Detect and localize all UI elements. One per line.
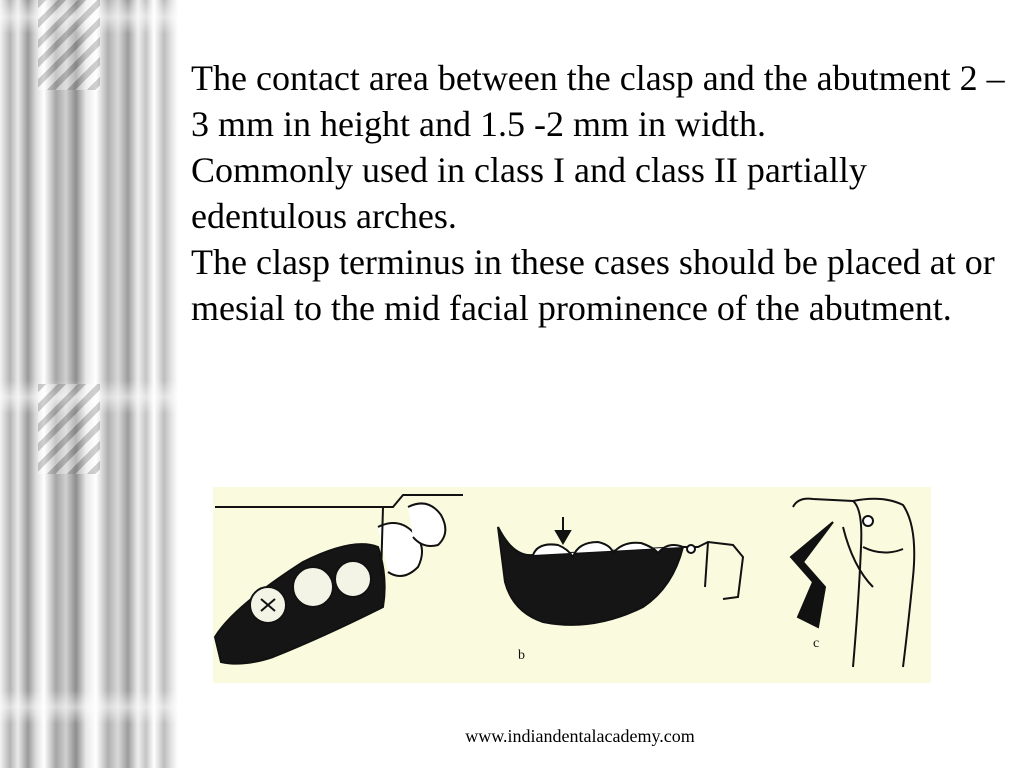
- illustration-svg: [213, 487, 931, 683]
- paragraph-contact-area: The contact area between the clasp and the abutment 2 – 3 mm in height and 1.5 -2 mm in width.: [191, 58, 1005, 144]
- stripe-highlight: [0, 690, 178, 724]
- panel-b-label: b: [518, 648, 525, 663]
- stripe-notch: [38, 0, 100, 90]
- decorative-stripe-border: [0, 0, 178, 768]
- paragraph-clasp-terminus: The clasp terminus in these cases should be placed at or mesial to the mid facial prominence of the abutment.: [191, 242, 995, 328]
- paragraph-class-usage: Commonly used in class I and class II partially edentulous arches.: [191, 150, 867, 236]
- panel-c-label: c: [813, 636, 820, 651]
- body-text: [191, 55, 1006, 331]
- panel-b-arch: [498, 517, 743, 625]
- dental-clasp-illustration: [213, 487, 931, 683]
- stripe-notch: [38, 384, 100, 474]
- panel-c-abutment: [791, 499, 914, 667]
- footer-url: www.indiandentalacademy.com: [465, 726, 695, 746]
- panel-a-mandible: [215, 495, 463, 664]
